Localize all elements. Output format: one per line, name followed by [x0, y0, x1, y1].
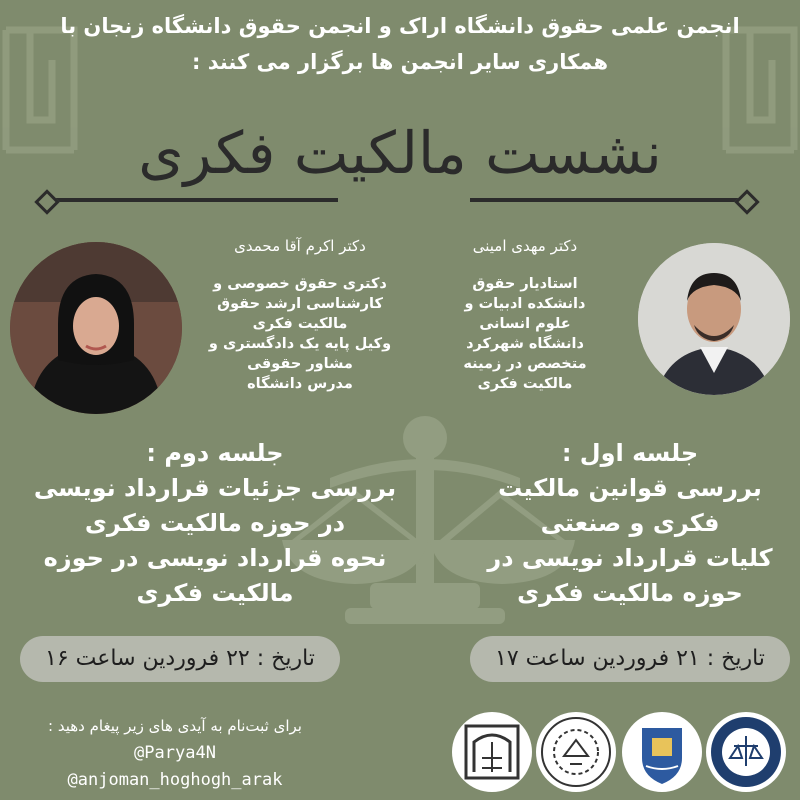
session-line: مالکیت فکری — [136, 579, 294, 607]
bio-line: مالکیت فکری — [252, 316, 348, 332]
session-line: فکری و صنعتی — [540, 509, 720, 537]
speaker-1-bio — [425, 274, 625, 394]
partner-logo-4 — [706, 712, 786, 792]
title-underline-left — [46, 198, 338, 202]
contact-id-1[interactable]: @Parya4N — [134, 743, 216, 763]
library-emblem-icon — [452, 712, 532, 792]
session-line: حوزه مالکیت فکری — [517, 579, 743, 607]
session-line: بررسی قوانین مالکیت — [498, 474, 762, 502]
speaker-1-name: دکتر مهدی امینی — [472, 237, 578, 255]
registration-intro: برای ثبت‌نام به آیدی های زیر پیغام دهید : — [48, 717, 302, 735]
registration-info — [10, 712, 340, 794]
bio-line: استادیار حقوق — [472, 276, 578, 292]
session-line: کلیات قرارداد نویسی در — [487, 544, 773, 572]
ornamental-seal-icon — [536, 712, 616, 792]
bio-line: متخصص در زمینه — [463, 356, 587, 372]
speaker-1-photo — [638, 243, 790, 395]
title-underline-right — [470, 198, 748, 202]
bio-line: دانشگاه شهرکرد — [466, 336, 584, 352]
partner-logo-1 — [452, 712, 532, 792]
header-line-2: همکاری سایر انجمن ها برگزار می کنند : — [191, 50, 609, 74]
speaker-2-bio — [195, 274, 405, 394]
organizer-announcement — [20, 8, 780, 80]
bio-line: مدرس دانشگاه — [247, 376, 353, 392]
session-line: بررسی جزئیات قرارداد نویسی — [33, 474, 397, 502]
session-1-description — [470, 436, 790, 611]
bio-line: مشاور حقوقی — [247, 356, 353, 372]
bio-line: مالکیت فکری — [477, 376, 573, 392]
bio-line: علوم انسانی — [479, 316, 571, 332]
university-shield-icon — [622, 712, 702, 792]
partner-logo-2 — [536, 712, 616, 792]
speaker-2-name: دکتر اکرم آقا محمدی — [234, 237, 366, 255]
bio-line: دانشکده ادبیات و — [464, 296, 586, 312]
session-1-heading: جلسه اول : — [561, 439, 699, 467]
bio-line: کارشناسی ارشد حقوق — [217, 296, 383, 312]
session-line: نحوه قرارداد نویسی در حوزه — [43, 544, 387, 572]
session-line: در حوزه مالکیت فکری — [84, 509, 346, 537]
male-portrait-icon — [638, 243, 790, 395]
session-2-description — [10, 436, 420, 611]
session-2-heading: جلسه دوم : — [146, 439, 284, 467]
partner-logo-3 — [622, 712, 702, 792]
speaker-2-photo — [10, 242, 182, 414]
session-2-date: تاریخ : ۲۲ فروردین ساعت ۱۶ — [20, 636, 340, 682]
bio-line: دکتری حقوق خصوصی و — [213, 276, 387, 292]
law-association-seal-icon — [706, 712, 786, 792]
event-title: نشست مالکیت فکری — [138, 119, 662, 187]
session-1-date: تاریخ : ۲۱ فروردین ساعت ۱۷ — [470, 636, 790, 682]
bio-line: وکیل پایه یک دادگستری و — [208, 336, 392, 352]
header-line-1: انجمن علمی حقوق دانشگاه اراک و انجمن حقوق دانشگاه زنجان با — [60, 14, 740, 38]
female-portrait-icon — [10, 242, 182, 414]
contact-id-2[interactable]: @anjoman_hoghogh_arak — [67, 770, 283, 790]
